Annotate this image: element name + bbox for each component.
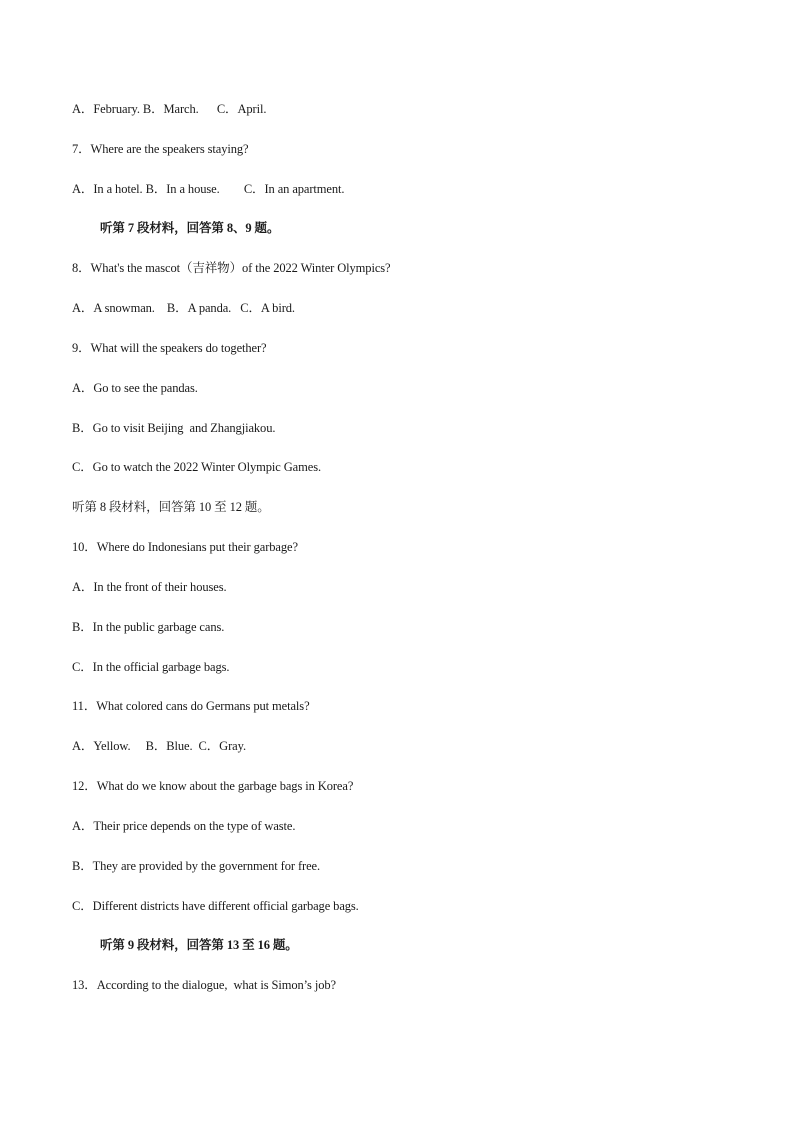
l23: 13．According to the dialogue, what is Simon’s job? — [72, 978, 336, 992]
l04: 听第 7 段材料，回答第 8、9 题。 — [100, 221, 280, 235]
l22: 听第 9 段材料，回答第 13 至 16 题。 — [100, 938, 298, 952]
l03: A．In a hotel. B．In a house. C．In an apartment. — [72, 182, 345, 196]
l21: C．Different districts have different official garbage bags. — [72, 899, 359, 913]
l11: 听第 8 段材料，回答第 10 至 12 题。 — [72, 500, 270, 514]
l02: 7．Where are the speakers staying? — [72, 142, 249, 156]
l01: A．February. B．March. C．April. — [72, 102, 267, 116]
l19: A．Their price depends on the type of waste. — [72, 819, 296, 833]
l14: B．In the public garbage cans. — [72, 620, 225, 634]
l05: 8．What's the mascot（吉祥物）of the 2022 Winter Olympics? — [72, 261, 391, 275]
l10: C．Go to watch the 2022 Winter Olympic Games. — [72, 460, 321, 474]
l07: 9．What will the speakers do together? — [72, 341, 267, 355]
l08: A．Go to see the pandas. — [72, 381, 198, 395]
l18: 12．What do we know about the garbage bags in Korea? — [72, 779, 354, 793]
l12: 10．Where do Indonesians put their garbage? — [72, 540, 298, 554]
l17: A．Yellow. B．Blue. C．Gray. — [72, 739, 246, 753]
l16: 11．What colored cans do Germans put metals? — [72, 699, 310, 713]
l13: A．In the front of their houses. — [72, 580, 227, 594]
l09: B．Go to visit Beijing and Zhangjiakou. — [72, 421, 276, 435]
l06: A．A snowman. B．A panda. C．A bird. — [72, 301, 295, 315]
l15: C．In the official garbage bags. — [72, 660, 230, 674]
l20: B．They are provided by the government for free. — [72, 859, 320, 873]
